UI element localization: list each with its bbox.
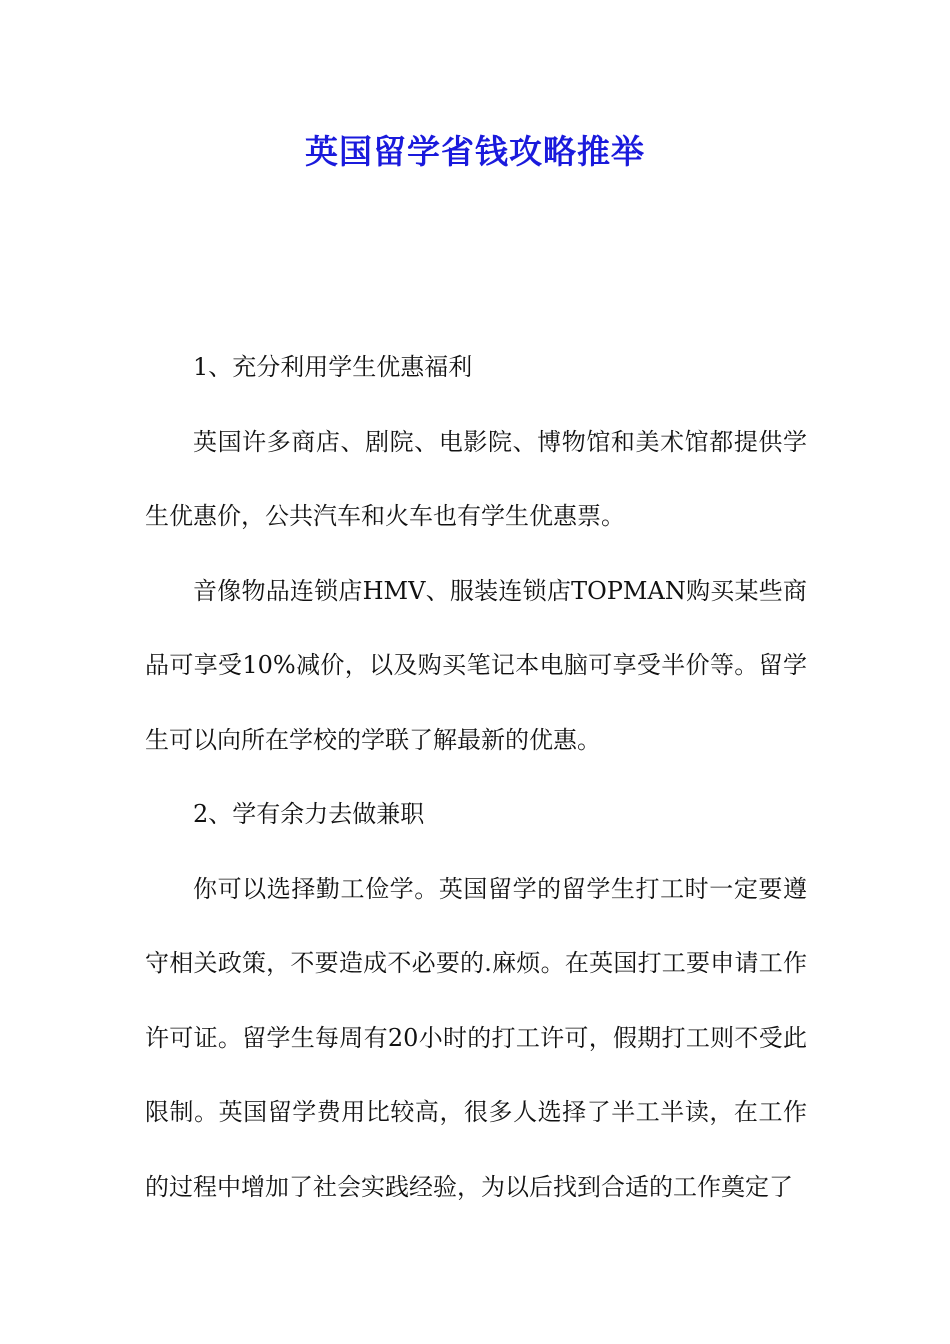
paragraph: 英国许多商店、剧院、电影院、博物馆和美术馆都提供学生优惠价，公共汽车和火车也有学生优惠票。	[145, 427, 807, 530]
paragraph: 音像物品连锁店HMV、服装连锁店TOPMAN购买某些商品可享受10%减价，以及购买笔记本电脑可享受半价等。留学生可以向所在学校的学联了解最新的优惠。	[145, 576, 807, 754]
document-body	[145, 330, 807, 1224]
section-heading-1: 1、充分利用学生优惠福利	[193, 353, 473, 381]
paragraph: 你可以选择勤工俭学。英国留学的留学生打工时一定要遵守相关政策，不要造成不必要的.麻烦。在英国打工要申请工作许可证。留学生每周有20小时的打工许可，假期打工则不受此限制。英国留学费用比较高，很多人选择了半工半读，在工作的过程中增加了社会实践经验，为以后找到合适的工作奠定了	[145, 874, 807, 1201]
section-heading-2: 2、学有余力去做兼职	[193, 800, 425, 828]
document-title: 英国留学省钱攻略推举	[305, 132, 645, 171]
